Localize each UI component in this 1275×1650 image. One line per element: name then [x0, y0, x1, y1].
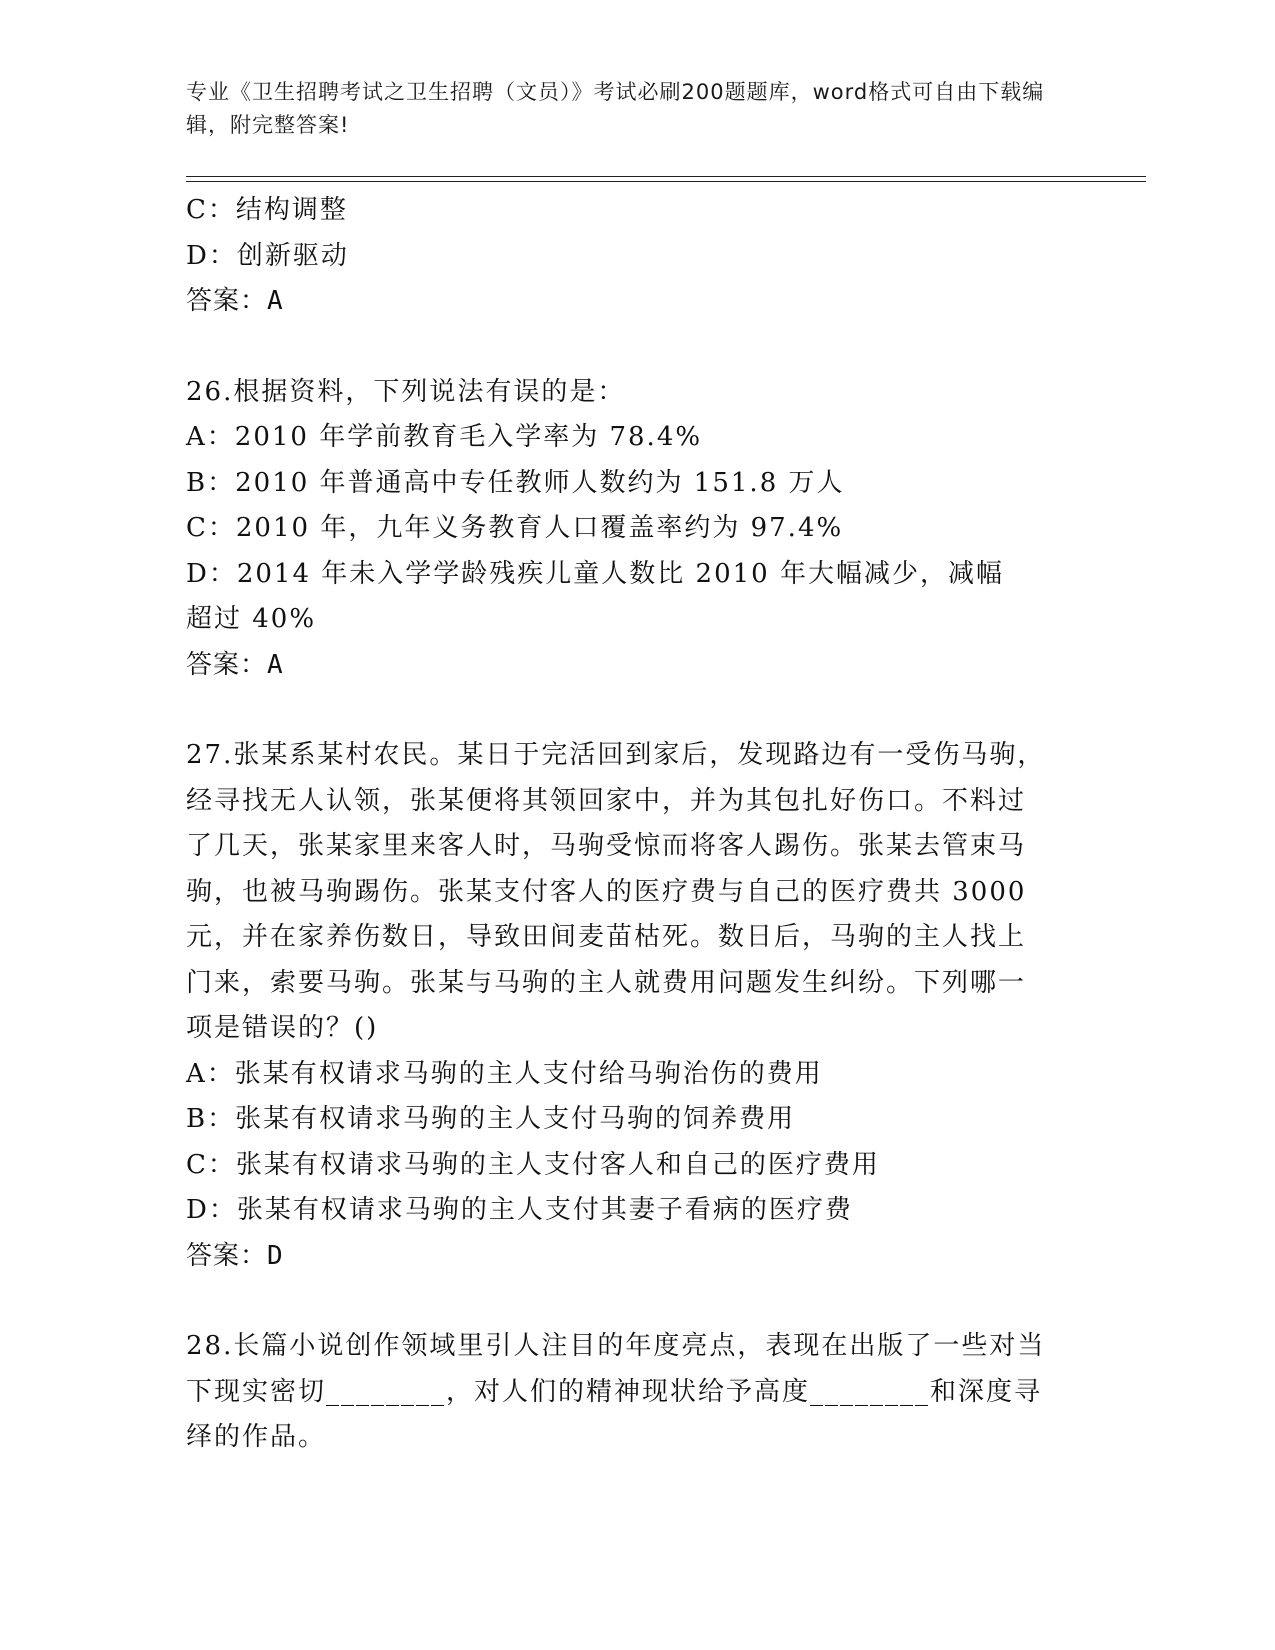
option-c: C：结构调整: [186, 195, 348, 225]
answer-label: 答案：: [186, 649, 268, 680]
q27-option-b: B：张某有权请求马驹的主人支付马驹的饲养费用: [186, 1104, 796, 1134]
answer-line: [186, 279, 1086, 325]
header-divider-bottom: [186, 181, 1146, 182]
question-28-stem: 28.长篇小说创作领域里引人注目的年度亮点，表现在出版了一些对当下现实密切________，对人们的精神现状给予高度________和深度寻绎的作品。: [186, 1331, 1046, 1452]
q26-option-d: D：2014 年未入学学龄残疾儿童人数比 2010 年大幅减少，减幅超过 40%: [186, 558, 1004, 634]
document-body: [186, 188, 1086, 1461]
answer-label: 答案：: [186, 1240, 268, 1271]
q26-answer-line: [186, 643, 1086, 689]
question-26-stem: 26.根据资料，下列说法有误的是：: [186, 376, 626, 407]
answer-value: A: [267, 286, 284, 316]
q26-option-a: A：2010 年学前教育毛入学率为 78.4%: [186, 422, 703, 452]
q27-answer-line: [186, 1234, 1086, 1280]
page-header: 专业《卫生招聘考试之卫生招聘（文员）》考试必刷200题题库，word格式可自由下载编辑，附完整答案!: [186, 80, 1045, 137]
q26-option-b: B：2010 年普通高中专任教师人数约为 151.8 万人: [186, 467, 845, 498]
answer-value: D: [267, 1240, 284, 1271]
q26-option-c: C：2010 年，九年义务教育人口覆盖率约为 97.4%: [186, 513, 844, 543]
q27-option-a: A：张某有权请求马驹的主人支付给马驹治伤的费用: [186, 1058, 823, 1089]
answer-value: A: [267, 649, 284, 680]
q27-option-c: C：张某有权请求马驹的主人支付客人和自己的医疗费用: [186, 1149, 880, 1180]
answer-label: 答案：: [186, 286, 268, 316]
question-27-stem: 27.张某系某村农民。某日于完活回到家后，发现路边有一受伤马驹，经寻找无人认领，张某便将其领回家中，并为其包扎好伤口。不料过了几天，张某家里来客人时，马驹受惊而将客人踢伤。张某去管束马驹，也被马驹踢伤。张某支付客人的医疗费与自己的医疗费共 3000 元，并在家养伤数日，导致田间麦苗枯死。数日后，马驹的主人找上门来，索要马驹。张某与马驹的主人就费用问题发生纠纷。下列哪一项是错误的？(): [186, 740, 1046, 1043]
header-divider-top: [186, 176, 1146, 177]
q27-option-d: D：张某有权请求马驹的主人支付其妻子看病的医疗费: [186, 1195, 853, 1225]
option-d: D：创新驱动: [186, 240, 349, 271]
